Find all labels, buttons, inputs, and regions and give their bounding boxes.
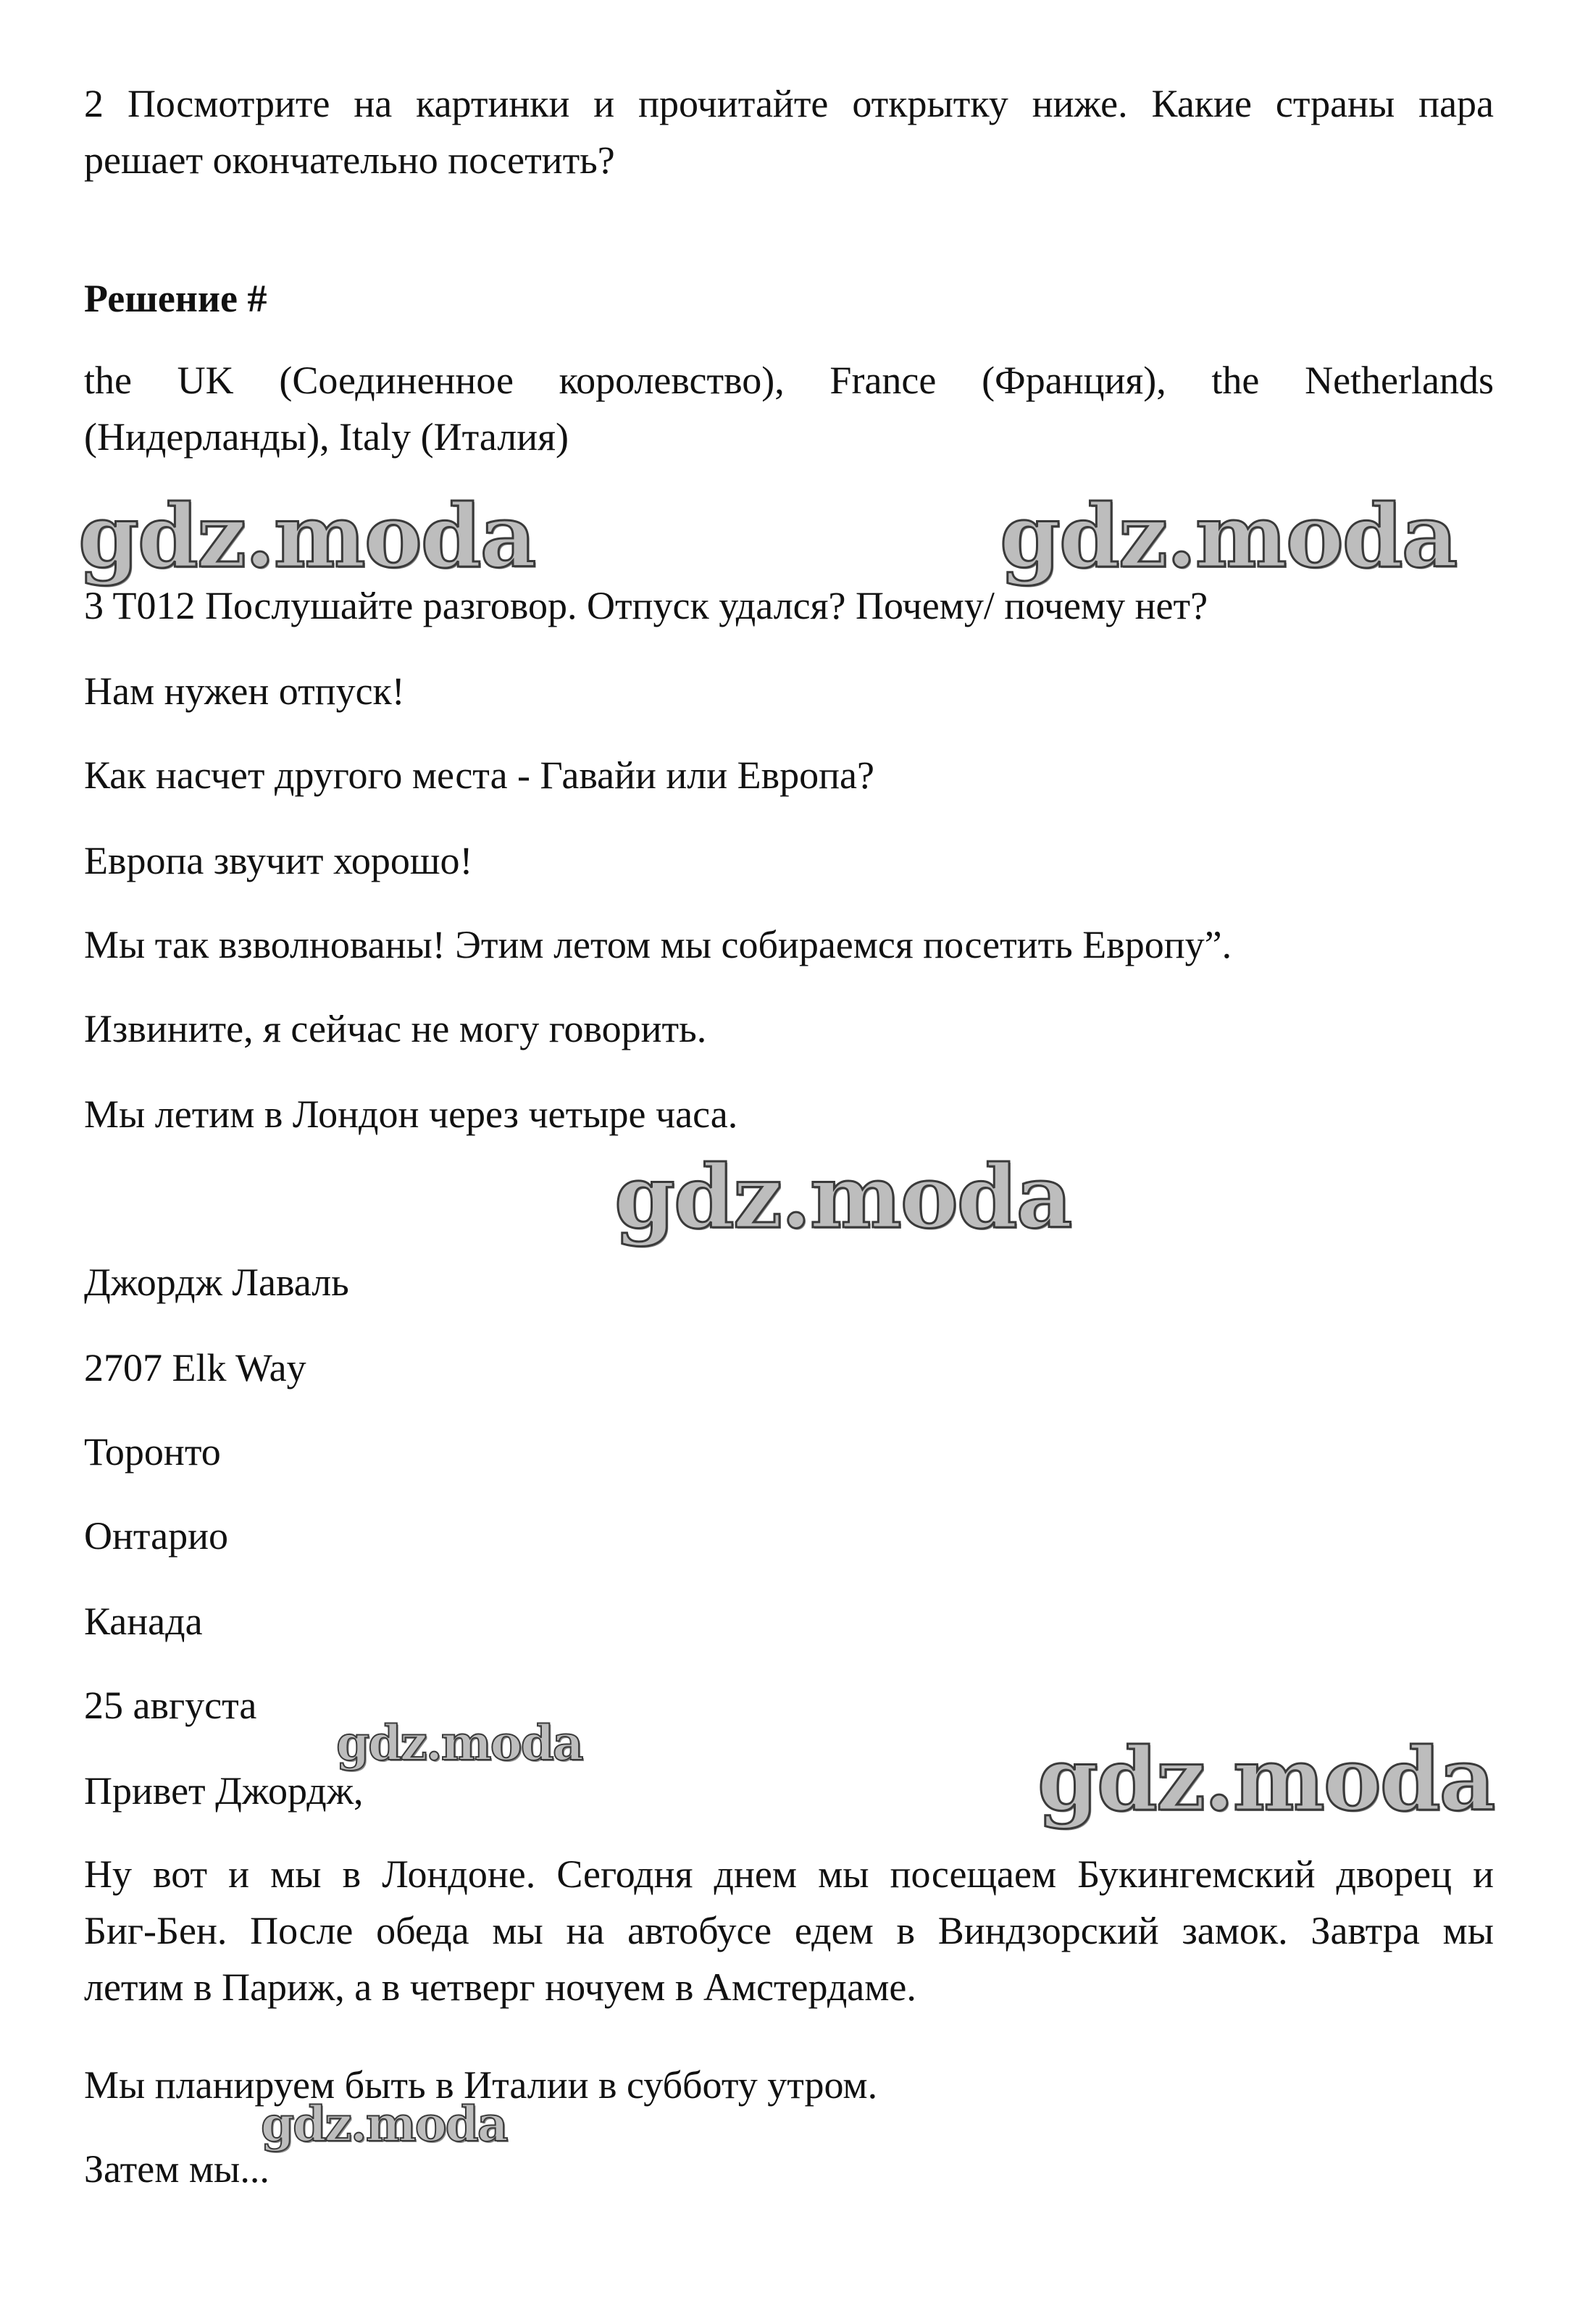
dialogue-line: Как насчет другого места - Гавайи или Европа? (84, 753, 874, 797)
task3-title: 3 T012 Послушайте разговор. Отпуск удался? Почему/ почему нет? (84, 584, 1208, 627)
address-street: 2707 Elk Way (84, 1346, 306, 1389)
address-name: Джордж Лаваль (84, 1261, 349, 1304)
task2-answer-line1: the UK (Соединенное королевство), France (Франция), the Netherlands (84, 359, 1494, 402)
solution-heading: Решение # (84, 277, 267, 320)
task2-question-line1: 2 Посмотрите на картинки и прочитайте открытку ниже. Какие страны пара (84, 82, 1494, 125)
address-city: Торонто (84, 1430, 221, 1474)
postcard-date: 25 августа (84, 1684, 257, 1727)
postcard-body-line3: летим в Париж, а в четверг ночуем в Амстердаме. (84, 1965, 916, 2009)
task2-answer (84, 352, 1494, 465)
dialogue-line: Нам нужен отпуск! (84, 669, 405, 713)
address-province: Онтарио (84, 1514, 229, 1558)
dialogue-line: Извините, я сейчас не могу говорить. (84, 1007, 707, 1050)
watermark-logo: gdz.moda (614, 1146, 1071, 1248)
watermark-logo: gdz.moda (1037, 1729, 1495, 1831)
postcard-closing: Затем мы... (84, 2147, 269, 2191)
dialogue-line: Мы летим в Лондон через четыре часа. (84, 1092, 738, 1136)
watermark-logo: gdz.moda (336, 1715, 582, 1771)
watermark-logo: gdz.moda (1000, 485, 1457, 588)
watermark-logo: gdz.moda (261, 2096, 507, 2152)
address-country: Канада (84, 1600, 203, 1643)
postcard-body-line2: Биг-Бен. После обеда мы на автобусе едем в Виндзорский замок. Завтра мы (84, 1909, 1494, 1952)
postcard-body-line1: Ну вот и мы в Лондоне. Сегодня днем мы посещаем Букингемский дворец и (84, 1852, 1494, 1896)
postcard-greeting: Привет Джордж, (84, 1769, 364, 1813)
task2-answer-line2: (Нидерланды), Italy (Италия) (84, 415, 569, 459)
task2-question (84, 75, 1494, 188)
postcard-body (84, 1846, 1494, 2015)
dialogue-line: Европа звучит хорошо! (84, 839, 473, 882)
postcard-plan: Мы планируем быть в Италии в субботу утром. (84, 2063, 878, 2107)
dialogue-line: Мы так взволнованы! Этим летом мы собираемся посетить Европу”. (84, 923, 1232, 966)
task2-question-line2: решает окончательно посетить? (84, 138, 615, 182)
watermark-logo: gdz.moda (78, 485, 535, 588)
